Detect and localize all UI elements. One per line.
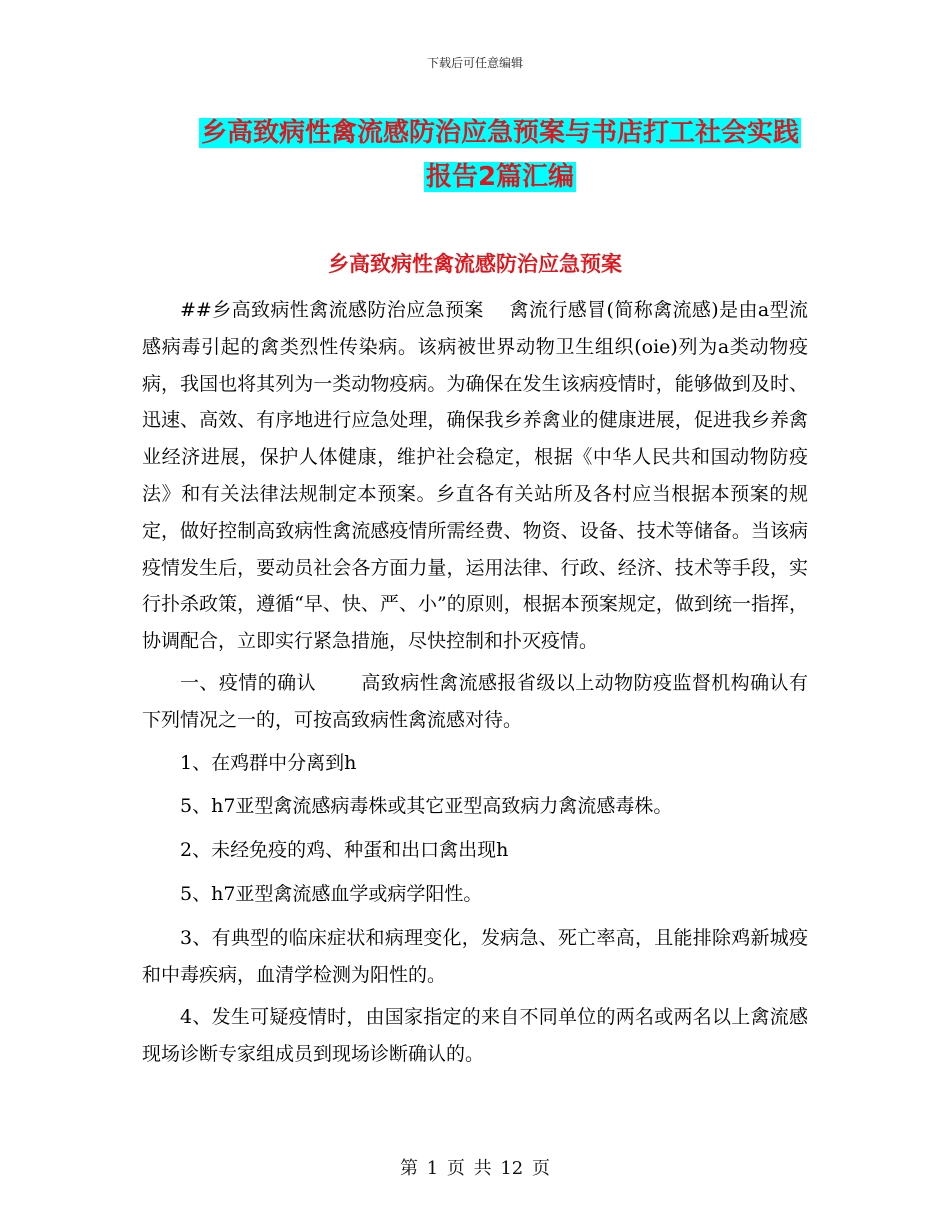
list-item: 1、在鸡群中分离到h xyxy=(180,751,357,774)
list-item: 4、发生可疑疫情时，由国家指定的来自不同单位的两名或两名以上禽流感现场诊断专家组成员到现场诊断确认的。 xyxy=(142,1005,808,1065)
list-item: 5、h7亚型禽流感血学或病学阳性。 xyxy=(180,882,483,905)
title-highlight-2: 报告2篇汇编 xyxy=(425,162,575,192)
section-title: 乡高致病性禽流感防治应急预案 xyxy=(328,252,622,276)
paragraph-intro: ##乡高致病性禽流感防治应急预案 禽流行感冒(简称禽流感)是由a型流感病毒引起的禽类烈性传染病。该病被世界动物卫生组织(oie)列为a类动物疫病，我国也将其列为一类动物疫病。为确保在发生该病疫情时，能够做到及时、迅速、高效、有序地进行应急处理，确保我乡养禽业的健康进展，促进我乡养禽业经济进展，保护人体健康，维护社会稳定，根据《中华人民共和国动物防疫法》和有关法律法规制定本预案。乡直各有关站所及各村应当根据本预案的规定，做好控制高致病性禽流感疫情所需经费、物资、设备、技术等储备。当该病疫情发生后，要动员社会各方面力量，运用法律、行政、经济、技术等手段，实行扑杀政策，遵循“早、快、严、小”的原则，根据本预案规定，做到统一指挥，协调配合，立即实行紧急措施，尽快控制和扑灭疫情。 xyxy=(142,299,808,653)
list-item: 5、h7亚型禽流感病毒株或其它亚型高致病力禽流感毒株。 xyxy=(180,795,673,818)
paragraph-confirmation: 一、疫情的确认 高致病性禽流感报省级以上动物防疫监督机构确认有下列情况之一的，可按高致病性禽流感对待。 xyxy=(142,672,808,732)
list-item: 3、有典型的临床症状和病理变化，发病急、死亡率高，且能排除鸡新城疫和中毒疾病，血清学检测为阳性的。 xyxy=(142,926,808,986)
list-item: 2、未经免疫的鸡、种蛋和出口禽出现h xyxy=(180,839,509,862)
title-highlight-1: 乡高致病性禽流感防治应急预案与书店打工社会实践 xyxy=(200,118,799,148)
page-footer-pagination: 第 1 页 共 12 页 xyxy=(400,1158,550,1179)
document-title-line-1 xyxy=(150,112,850,149)
document-title-line-2 xyxy=(150,156,850,193)
document-body xyxy=(142,292,808,1078)
page-header-note: 下载后可任意编辑 xyxy=(426,56,523,70)
